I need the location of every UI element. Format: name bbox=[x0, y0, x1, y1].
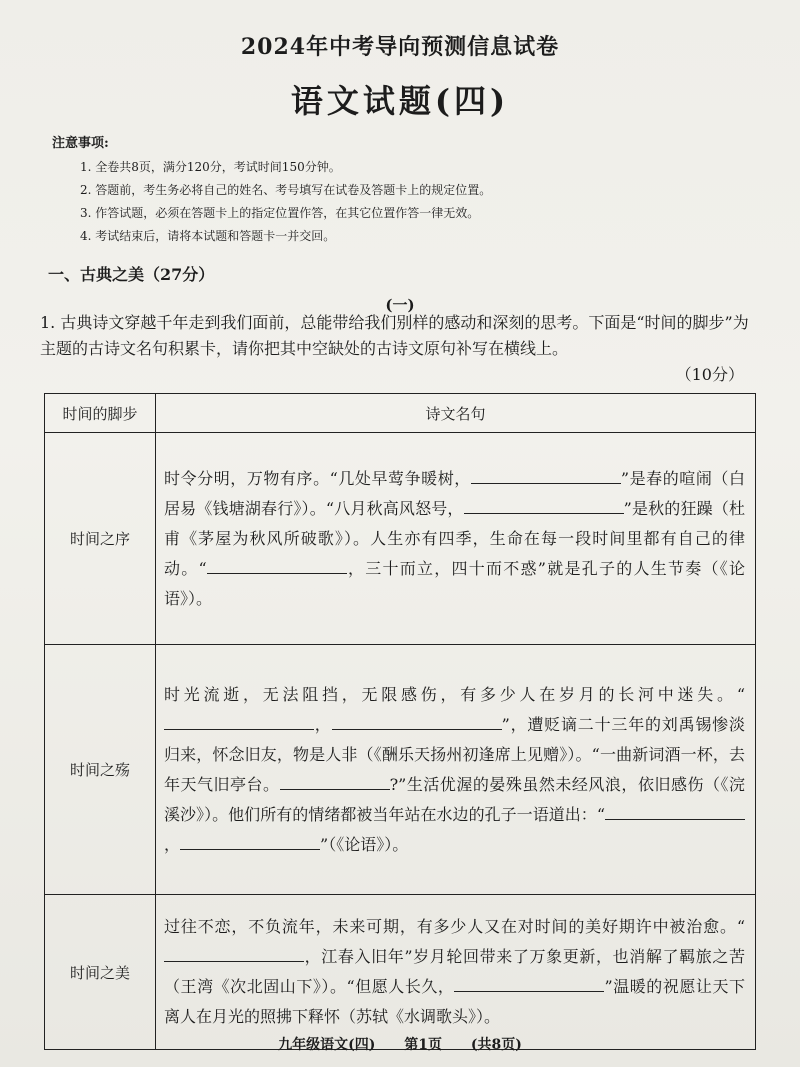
text-segment: ”温暖的祝愿让天下离人在月光的照拂下释怀（苏轼《水调歌头》）。 bbox=[164, 977, 745, 1026]
exam-title: 2024年中考导向预测信息试卷 bbox=[240, 34, 560, 60]
question-1 bbox=[40, 310, 750, 388]
answer-blank[interactable] bbox=[464, 495, 624, 514]
row-label-sorrow: 时间之殇 bbox=[45, 645, 156, 895]
notice-list bbox=[80, 156, 491, 248]
exam-subtitle: 语文试题(四) bbox=[290, 82, 510, 120]
footer-total: (共8页) bbox=[470, 1037, 522, 1053]
text-segment: ”（《论语》）。 bbox=[320, 834, 409, 854]
row-label-order: 时间之序 bbox=[45, 433, 156, 645]
text-segment: ”是秋的狂躁（杜甫《茅屋为秋风所破歌》）。人生亦有四季，生命在每一段时间里都有自己的律动。“ bbox=[164, 498, 745, 578]
row-order-text bbox=[156, 433, 756, 645]
text-segment: ， bbox=[314, 714, 332, 734]
notice-item: 4. 考试结束后，请将本试题和答题卡一并交回。 bbox=[80, 229, 336, 243]
part-title: (一) bbox=[385, 296, 415, 314]
quote-table bbox=[44, 393, 756, 1050]
question-text: 1. 古典诗文穿越千年走到我们面前，总能带给我们别样的感动和深刻的思考。下面是“时间的脚步”为主题的古诗文名句积累卡，请你把其中空缺处的古诗文原句补写在横线上。 bbox=[40, 313, 749, 358]
text-segment: ”是春的喧闹（白居易《钱塘湖春行》）。“八月秋高风怒号， bbox=[164, 468, 745, 518]
notice-item: 3. 作答试题，必须在答题卡上的指定位置作答，在其它位置作答一律无效。 bbox=[80, 206, 480, 220]
answer-blank[interactable] bbox=[471, 465, 621, 484]
row-sorrow-text bbox=[156, 645, 756, 895]
text-segment: 时光流逝，无法阻挡，无限感伤，有多少人在岁月的长河中迷失。“ bbox=[164, 684, 745, 704]
answer-blank[interactable] bbox=[164, 943, 304, 962]
answer-blank[interactable] bbox=[207, 555, 347, 574]
section-title: 一、古典之美（27分） bbox=[48, 265, 215, 284]
text-segment: 时令分明，万物有序。“几处早莺争暖树， bbox=[164, 468, 471, 488]
answer-blank[interactable] bbox=[605, 801, 745, 820]
notice-item: 2. 答题前，考生务必将自己的姓名、考号填写在试卷及答题卡上的规定位置。 bbox=[80, 183, 492, 197]
text-segment: ，江春入旧年”岁月轮回带来了万象更新，也消解了羁旅之苦（王湾《次北固山下》）。“但愿人长久， bbox=[164, 947, 745, 996]
footer-subject: 九年级语文(四) bbox=[278, 1037, 376, 1053]
text-segment: ，三十而立，四十而不惑”就是孔子的人生节奏（《论语》）。 bbox=[164, 558, 745, 608]
notice-item: 1. 全卷共8页，满分120分，考试时间150分钟。 bbox=[80, 160, 341, 174]
table-header-step: 时间的脚步 bbox=[45, 394, 156, 433]
answer-blank[interactable] bbox=[332, 711, 502, 730]
row-label-beauty: 时间之美 bbox=[45, 895, 156, 1050]
answer-blank[interactable] bbox=[280, 771, 390, 790]
text-segment: 过往不恋，不负流年，未来可期，有多少人又在对时间的美好期许中被治愈。“ bbox=[164, 917, 745, 936]
question-points: （10分） bbox=[675, 365, 744, 384]
answer-blank[interactable] bbox=[180, 831, 320, 850]
row-beauty-text bbox=[156, 895, 756, 1050]
table-header-quotes: 诗文名句 bbox=[156, 394, 756, 433]
text-segment: ， bbox=[164, 834, 181, 854]
answer-blank[interactable] bbox=[454, 973, 604, 992]
answer-blank[interactable] bbox=[164, 711, 314, 730]
notice-heading: 注意事项: bbox=[52, 136, 109, 151]
text-segment: ?”生活优渥的晏殊虽然未经风浪，依旧感伤（《浣溪沙》）。他们所有的情绪都被当年站在水边的孔子一语道出：“ bbox=[164, 774, 745, 824]
page-footer bbox=[0, 1034, 800, 1054]
text-segment: ”，遭贬谪二十三年的刘禹锡惨淡归来，怀念旧友，物是人非（《酬乐天扬州初逢席上见赠》）。“一曲新词酒一杯，去年天气旧亭台。 bbox=[164, 714, 745, 794]
footer-page: 第1页 bbox=[404, 1037, 442, 1053]
